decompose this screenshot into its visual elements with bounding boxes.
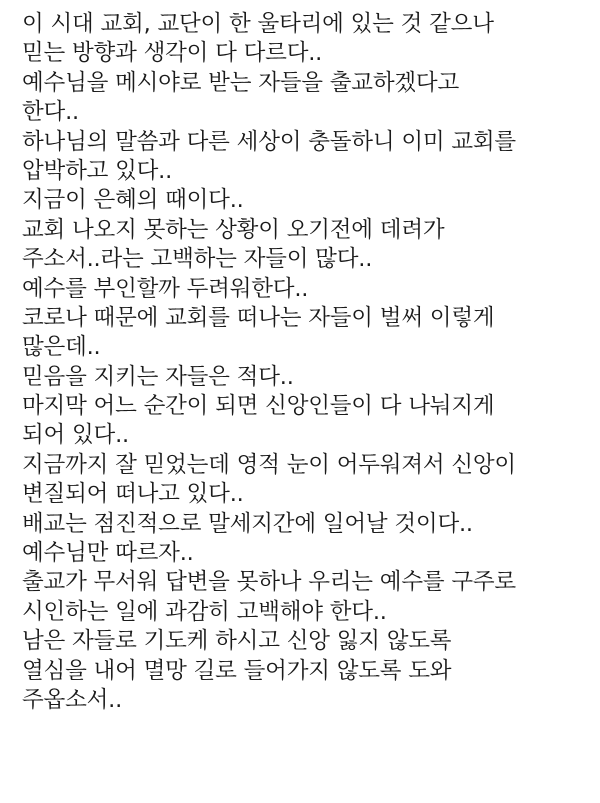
text-line: 시인하는 일에 과감히 고백해야 한다.. [22, 598, 387, 625]
text-line: 믿음을 지키는 자들은 적다.. [22, 363, 294, 390]
text-line: 출교가 무서워 답변을 못하나 우리는 예수를 구주로 [22, 569, 516, 596]
text-line: 하나님의 말씀과 다른 세상이 충돌하니 이미 교회를 [22, 128, 516, 155]
text-line: 변질되어 떠나고 있다.. [22, 481, 244, 508]
text-line: 이 시대 교회, 교단이 한 울타리에 있는 것 같으나 [22, 11, 494, 37]
text-line: 한다.. [22, 99, 79, 126]
text-line: 마지막 어느 순간이 되면 신앙인들이 다 나눠지게 [22, 393, 495, 420]
text-line: 예수를 부인할까 두려워한다.. [22, 275, 309, 302]
text-line: 코로나 때문에 교회를 떠나는 자들이 벌써 이렇게 [22, 304, 495, 331]
text-line: 되어 있다.. [22, 422, 129, 449]
text-line: 교회 나오지 못하는 상황이 오기전에 데려가 [22, 216, 445, 243]
text-line: 주소서..라는 고백하는 자들이 많다.. [22, 246, 373, 273]
text-line: 배교는 점진적으로 말세지간에 일어날 것이다.. [22, 510, 473, 537]
text-line: 지금이 은혜의 때이다.. [22, 187, 244, 214]
text-line: 예수님만 따르자.. [22, 540, 194, 567]
text-line: 압박하고 있다.. [22, 157, 173, 184]
text-line: 주옵소서.. [22, 686, 123, 713]
text-line: 믿는 방향과 생각이 다 다르다.. [22, 40, 323, 67]
text-line: 예수님을 메시야로 받는 자들을 출교하겠다고 [22, 69, 459, 96]
text-line: 열심을 내어 멸망 길로 들어가지 않도록 도와 [22, 657, 452, 684]
text-line: 지금까지 잘 믿었는데 영적 눈이 어두워져서 신앙이 [22, 451, 516, 478]
text-line: 남은 자들로 기도케 하시고 신앙 잃지 않도록 [22, 628, 452, 655]
text-line: 많은데.. [22, 334, 101, 361]
